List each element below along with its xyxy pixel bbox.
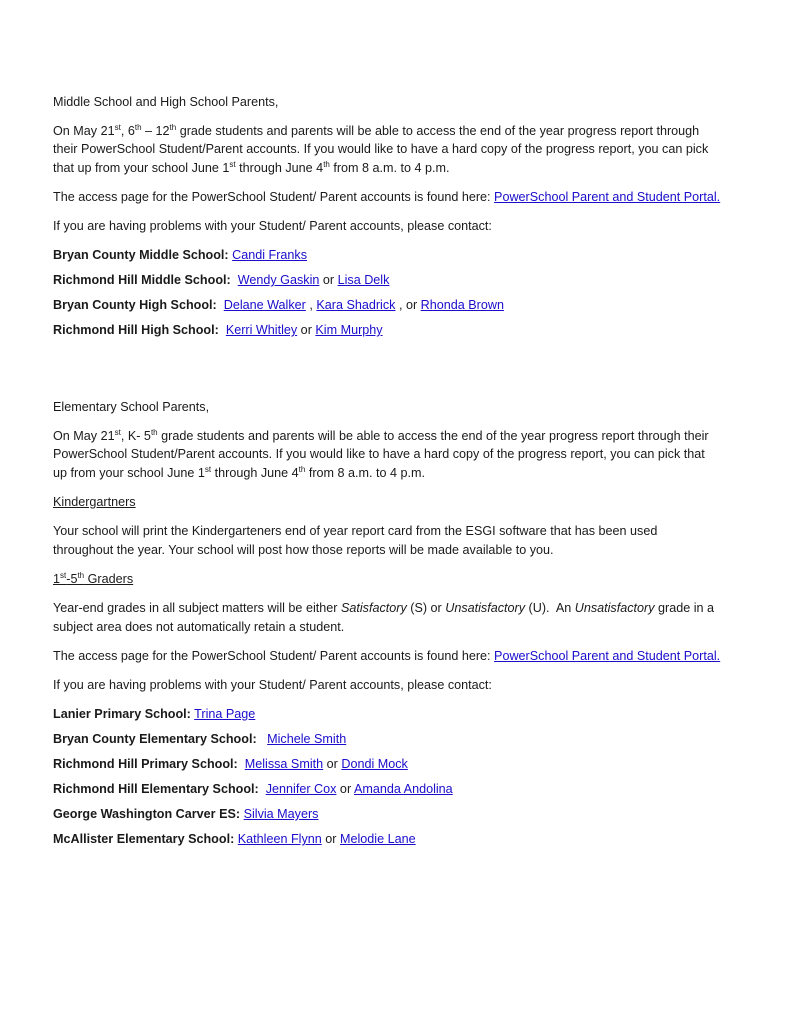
- contact-link[interactable]: Kerri Whitley: [225, 323, 298, 337]
- ms-contact-row: Bryan County High School: Delane Walker , Kara Shadrick , or Rhonda Brown: [53, 298, 504, 312]
- grades-text-line-1: Year-end grades in all subject matters will be either Satisfactory (S) or Unsatisfactory (U). An Unsatisfactory grade in a: [53, 601, 715, 615]
- contact-link[interactable]: Melodie Lane: [339, 832, 416, 846]
- ms-greeting: Middle School and High School Parents,: [53, 95, 279, 109]
- contact-link[interactable]: Rhonda Brown: [420, 298, 504, 312]
- graders-heading: 1st-5th Graders: [53, 571, 134, 586]
- contact-link[interactable]: Delane Walker: [223, 298, 306, 312]
- es-paragraph-line-2: PowerSchool Student/Parent accounts. If you would like to have a hard copy of the progress report, you can pick that: [53, 447, 705, 461]
- contact-link[interactable]: Trina Page: [194, 707, 256, 721]
- contact-link[interactable]: Melissa Smith: [244, 757, 324, 771]
- kindergartners-heading: Kindergartners: [53, 495, 136, 509]
- ms-problems-line: If you are having problems with your Student/ Parent accounts, please contact:: [53, 219, 492, 233]
- es-contact-row: George Washington Carver ES: Silvia Mayers: [53, 807, 319, 821]
- contact-link[interactable]: Kim Murphy: [315, 323, 383, 337]
- contact-link[interactable]: Michele Smith: [267, 732, 347, 746]
- contact-link[interactable]: Wendy Gaskin: [237, 273, 320, 287]
- es-contact-row: Lanier Primary School: Trina Page: [53, 707, 256, 721]
- grades-text-line-2: subject area does not automatically retain a student.: [53, 620, 345, 634]
- es-paragraph-line-3: up from your school June 1st through June 4th from 8 a.m. to 4 p.m.: [53, 465, 426, 480]
- contact-link[interactable]: Kara Shadrick: [316, 298, 396, 312]
- kinder-text-line-1: Your school will print the Kindergarteners end of year report card from the ESGI software that has been used: [53, 524, 658, 538]
- contact-link[interactable]: Lisa Delk: [337, 273, 390, 287]
- es-contact-row: Bryan County Elementary School: Michele Smith: [53, 732, 347, 746]
- ms-paragraph-line-3: that up from your school June 1st through June 4th from 8 a.m. to 4 p.m.: [53, 160, 450, 175]
- ms-access-line: The access page for the PowerSchool Student/ Parent accounts is found here: PowerSchool Parent and Student Portal.: [53, 190, 721, 204]
- es-problems-line: If you are having problems with your Student/ Parent accounts, please contact:: [53, 678, 492, 692]
- es-contact-row: McAllister Elementary School: Kathleen Flynn or Melodie Lane: [53, 832, 416, 846]
- contact-link[interactable]: Jennifer Cox: [265, 782, 337, 796]
- contact-link[interactable]: Kathleen Flynn: [237, 832, 322, 846]
- ms-paragraph-line-2: their PowerSchool Student/Parent accounts. If you would like to have a hard copy of the progress report, you can pick: [53, 142, 709, 156]
- es-greeting: Elementary School Parents,: [53, 400, 210, 414]
- ms-contact-row: Richmond Hill Middle School: Wendy Gaskin or Lisa Delk: [53, 273, 390, 287]
- ms-contact-row: Bryan County Middle School: Candi Franks: [53, 248, 308, 262]
- ms-powerschool-portal-link[interactable]: PowerSchool Parent and Student Portal.: [494, 190, 721, 204]
- ms-contact-row: Richmond Hill High School: Kerri Whitley or Kim Murphy: [53, 323, 383, 337]
- es-powerschool-portal-link[interactable]: PowerSchool Parent and Student Portal.: [494, 649, 721, 663]
- contact-link[interactable]: Amanda Andolina: [353, 782, 453, 796]
- es-paragraph-line-1: On May 21st, K- 5th grade students and parents will be able to access the end of the year progress report through their: [53, 428, 709, 443]
- es-access-line: The access page for the PowerSchool Student/ Parent accounts is found here: PowerSchool Parent and Student Portal.: [53, 649, 721, 663]
- contact-link[interactable]: Dondi Mock: [341, 757, 408, 771]
- ms-paragraph-line-1: On May 21st, 6th – 12th grade students and parents will be able to access the end of the year progress report through: [53, 123, 700, 138]
- kinder-text-line-2: throughout the year. Your school will post how those reports will be made available to you.: [53, 543, 554, 557]
- es-contact-row: Richmond Hill Elementary School: Jennifer Cox or Amanda Andolina: [53, 782, 453, 796]
- contact-link[interactable]: Candi Franks: [232, 248, 308, 262]
- contact-link[interactable]: Silvia Mayers: [243, 807, 319, 821]
- es-contact-row: Richmond Hill Primary School: Melissa Smith or Dondi Mock: [53, 757, 408, 771]
